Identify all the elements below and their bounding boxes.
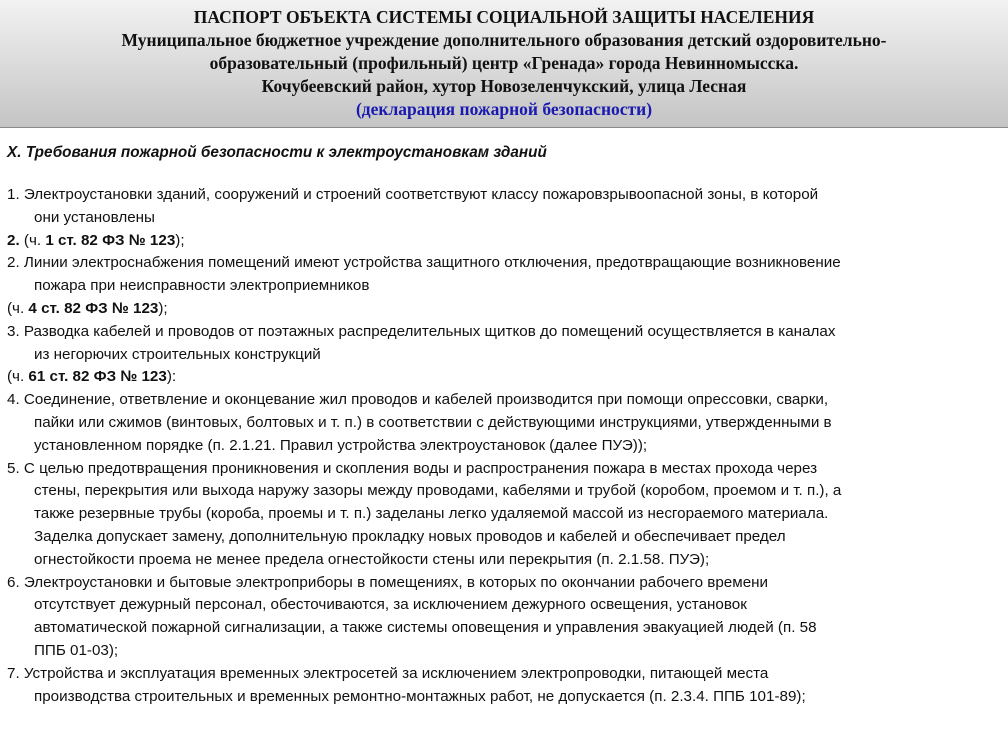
ref-suffix: ):: [166, 368, 177, 386]
declaration-subtitle: (декларация пожарной безопасности): [355, 99, 653, 119]
law-reference: 4 ст. 82 ФЗ № 123: [28, 299, 159, 317]
passport-title: ПАСПОРТ ОБЪЕКТА СИСТЕМЫ СОЦИАЛЬНОЙ ЗАЩИТЫ НАСЕЛЕНИЯ: [193, 7, 815, 27]
ref-prefix: (ч.: [7, 368, 29, 386]
text-line: 5. С целью предотвращения проникновения и скопления воды и распространения пожара в местах прохода через: [7, 459, 818, 477]
text-line: они установлены: [34, 208, 155, 226]
text-line: 7. Устройства и эксплуатация временных электросетей за исключением электропроводки, питающей места: [7, 664, 769, 682]
text-line: Заделка допускает замену, дополнительную прокладку новых проводов и кабелей и обеспечивает предел: [34, 527, 786, 545]
text-line: [0, 298, 1008, 321]
text-line: также резервные трубы (короба, проемы и т. п.) заделаны легко удаляемой массой из несгораемого материала.: [34, 505, 829, 523]
text-line: ППБ 01-03);: [34, 641, 119, 659]
text-line: 3. Разводка кабелей и проводов от поэтажных распределительных щитков до помещений осуществляется в каналах: [7, 322, 836, 340]
text-line: пожара при неисправности электроприемников: [34, 277, 370, 295]
ref-suffix: );: [175, 231, 185, 249]
ref-prefix: (ч.: [7, 299, 29, 317]
text-line: [0, 230, 1008, 253]
ref-suffix: );: [158, 299, 168, 317]
text-line: 6. Электроустановки и бытовые электроприборы в помещениях, в которых по окончании рабочего времени: [7, 573, 769, 591]
text-line: отсутствует дежурный персонал, обесточиваются, за исключением дежурного освещения, установок: [34, 596, 747, 614]
text-line: 1. Электроустановки зданий, сооружений и строений соответствуют классу пожаровзрывоопасной зоны, в которой: [7, 186, 819, 203]
institution-line-1: Муниципальное бюджетное учреждение дополнительного образования детский оздоровительно-: [121, 30, 887, 50]
requirements-list: [0, 184, 1008, 708]
text-line: установленном порядке (п. 2.1.21. Правил устройства электроустановок (далее ПУЭ));: [34, 436, 648, 454]
text-line: 2. Линии электроснабжения помещений имеют устройства защитного отключения, предотвращающие возникновение: [7, 254, 841, 272]
text-line: автоматической пожарной сигнализации, а также системы оповещения и управления эвакуацией людей (п. 58: [34, 619, 817, 637]
law-reference: 61 ст. 82 ФЗ № 123: [28, 368, 167, 386]
passport-header: [0, 0, 1008, 128]
text-line: [0, 366, 1008, 389]
text-line: пайки или сжимов (винтовых, болтовых и т. п.) в соответствии с действующими инструкциями, утвержденными в: [34, 413, 832, 431]
text-line: из негорючих строительных конструкций: [34, 345, 321, 363]
institution-line-2: образовательный (профильный) центр «Гренада» города Невинномысска.: [209, 53, 799, 73]
text-line: огнестойкости проема не менее предела огнестойкости стены или перекрытия (п. 2.1.58. ПУЭ);: [34, 550, 710, 568]
text-line: стены, перекрытия или выхода наружу зазоры между проводами, кабелями и трубой (коробом, проемом и т. п.), а: [34, 482, 842, 500]
section-title: X. Требования пожарной безопасности к электроустановкам зданий: [7, 144, 547, 161]
text-line: производства строительных и временных ремонтно-монтажных работ, не допускается (п. 2.3.4. ППБ 101-89);: [34, 687, 806, 705]
law-reference: 1 ст. 82 ФЗ № 123: [45, 231, 176, 249]
item-number: 2.: [7, 231, 20, 249]
address-line: Кочубеевский район, хутор Новозеленчукский, улица Лесная: [261, 76, 747, 96]
ref-prefix: (ч.: [19, 231, 46, 249]
text-line: 4. Соединение, ответвление и оконцевание жил проводов и кабелей производится при помощи опрессовки, сварки,: [7, 391, 829, 409]
